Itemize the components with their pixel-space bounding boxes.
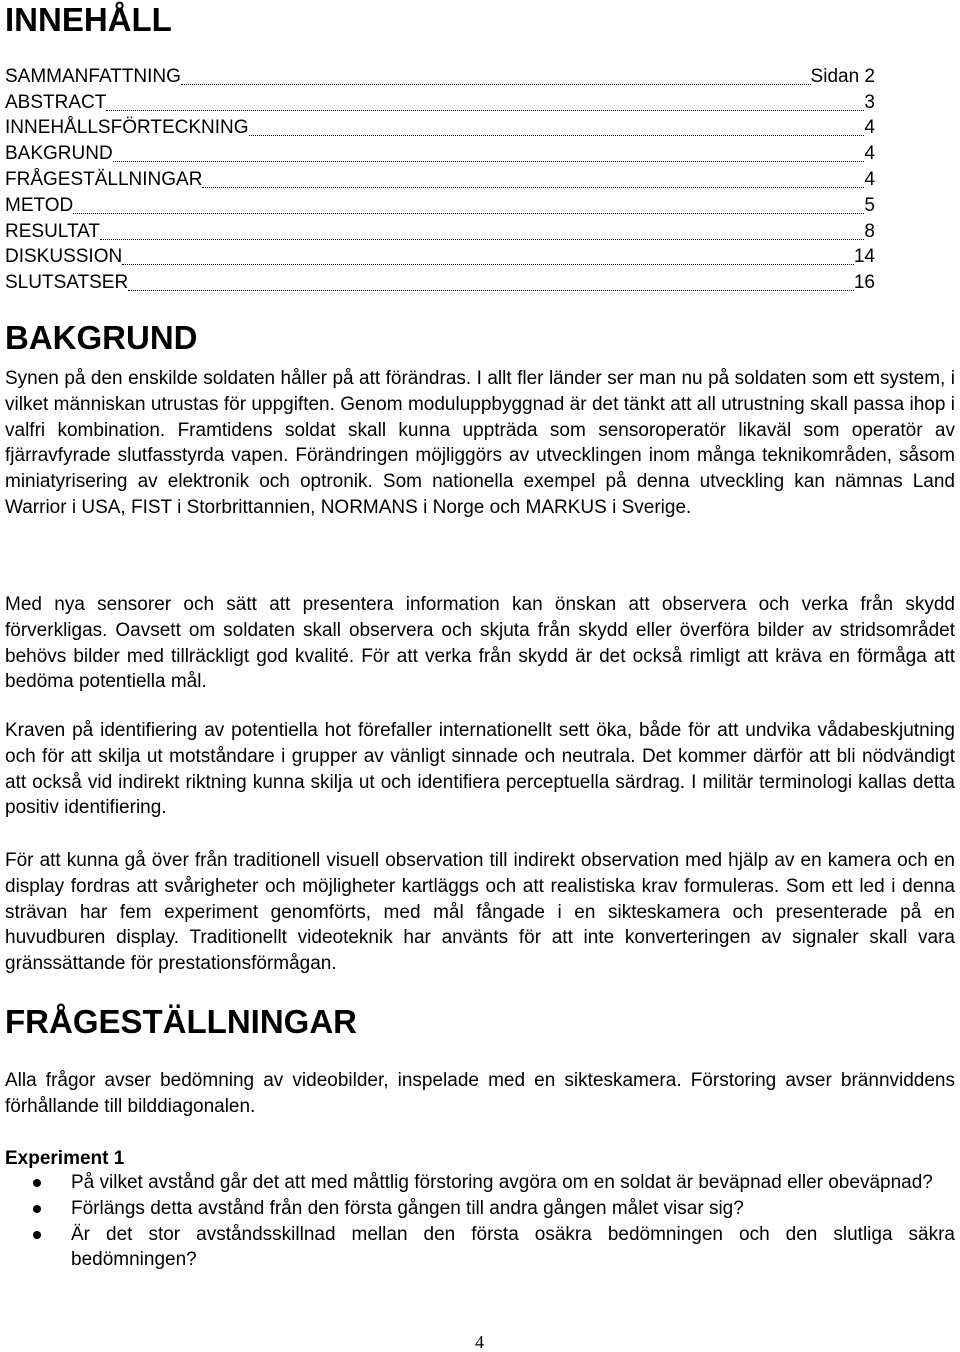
bullet-icon: [33, 1231, 41, 1239]
toc-entry-title: ABSTRACT: [5, 91, 107, 113]
toc-leader: [181, 83, 811, 85]
experiment-question-list: [5, 1170, 955, 1273]
toc-entry[interactable]: [5, 191, 875, 217]
toc-entry-page: 14: [853, 246, 875, 268]
toc-entry-page: 16: [853, 272, 875, 294]
experiment-heading: Experiment 1: [5, 1148, 125, 1169]
toc-entry-title: INNEHÅLLSFÖRTECKNING: [5, 117, 249, 139]
background-paragraph: Kraven på identifiering av potentiella hot förefaller internationellt sett öka, både för att undvika vådabeskjutning och för att skilja ut motståndare i grupper av vänligt sinnade och neutrala. Det kommer därför att bli nödvändigt att också vid indirekt riktning kunna skilja ut och identifiera perceptuella särdrag. I militär terminologi kallas detta positiv identifiering.: [5, 720, 955, 819]
toc-leader: [128, 289, 854, 291]
toc-entry[interactable]: [5, 243, 875, 269]
toc-entry-title: FRÅGESTÄLLNINGAR: [5, 168, 203, 190]
question-text: Är det stor avståndsskillnad mellan den första osäkra bedömningen och den slutliga säkra bedömningen?: [71, 1223, 955, 1271]
table-of-contents: [5, 62, 875, 294]
toc-heading: INNEHÅLL: [5, 1, 172, 38]
toc-entry[interactable]: [5, 268, 875, 294]
toc-leader: [106, 109, 864, 111]
page-number: 4: [475, 1332, 484, 1352]
toc-entry-page: Sidan 2: [810, 65, 875, 87]
questions-intro-paragraph: Alla frågor avser bedömning av videobilder, inspelade med en sikteskamera. Förstoring avser brännviddens förhållande till bilddiagonalen.: [5, 1070, 955, 1117]
list-item: [5, 1170, 955, 1196]
toc-entry[interactable]: [5, 139, 875, 165]
background-paragraph: Synen på den enskilde soldaten håller på att förändras. I allt fler länder ser man nu på soldaten som ett system, i vilket människan utrustas för uppgiften. Genom moduluppbyggnad är det tänkt att all utrustning skall passa ihop i valfri kombination. Framtidens soldat skall kunna uppträda som sensoroperatör likaväl som operatör av fjärravfyrade slutfasstyrda vapen. Förändringen möjliggörs av utvecklingen inom många teknikområden, såsom miniatyrisering av elektronik och optronik. Som nationella exempel på denna utveckling kan nämnas Land Warrior i USA, FIST i Storbrittannien, NORMANS i Norge och MARKUS i Sverige.: [5, 368, 955, 518]
toc-leader: [100, 238, 864, 240]
toc-entry[interactable]: [5, 165, 875, 191]
toc-leader: [73, 212, 864, 214]
toc-entry-title: SAMMANFATTNING: [5, 65, 181, 87]
toc-entry-page: 4: [864, 117, 875, 139]
background-heading: BAKGRUND: [5, 319, 198, 356]
toc-entry-title: METOD: [5, 194, 74, 216]
toc-leader: [249, 134, 865, 136]
bullet-icon: [33, 1179, 41, 1187]
toc-leader: [202, 186, 864, 188]
background-paragraph: För att kunna gå över från traditionell visuell observation till indirekt observation med hjälp av en kamera och en display fordras att svårigheter och möjligheter kartläggs och att realistiska krav formuleras. Som ett led i denna strävan har fem experiment genomförts, med mål fångade i en sikteskamera och presenterade på en huvudburen display. Traditionellt videoteknik har använts för att inte konverteringen av signaler skall vara gränssättande för prestationsförmågan.: [5, 850, 955, 975]
list-item: [5, 1196, 955, 1222]
questions-heading: FRÅGESTÄLLNINGAR: [5, 1003, 357, 1040]
question-text: På vilket avstånd går det att med måttlig förstoring avgöra om en soldat är beväpnad eller obeväpnad?: [71, 1172, 933, 1193]
question-text: Förlängs detta avstånd från den första gången till andra gången målet visar sig?: [71, 1197, 744, 1219]
toc-entry-title: RESULTAT: [5, 220, 101, 242]
toc-entry[interactable]: [5, 88, 875, 114]
toc-leader: [122, 263, 854, 265]
list-item: [5, 1222, 955, 1274]
bullet-icon: [33, 1205, 41, 1213]
toc-entry-title: SLUTSATSER: [5, 272, 129, 294]
toc-entry-page: 4: [864, 168, 875, 190]
toc-entry-page: 5: [864, 194, 875, 216]
toc-entry-page: 8: [864, 220, 875, 242]
toc-entry[interactable]: [5, 114, 875, 140]
background-paragraph: Med nya sensorer och sätt att presentera information kan önskan att observera och verka från skydd förverkligas. Oavsett om soldaten skall observera och skjuta från skydd eller överföra bilder av stridsområdet behövs bilder med tillräckligt god kvalité. För att verka från skydd är det också rimligt att kräva en förmåga att bedöma potentiella mål.: [5, 594, 955, 693]
toc-entry-title: BAKGRUND: [5, 143, 113, 165]
toc-entry-title: DISKUSSION: [5, 246, 123, 268]
toc-leader: [113, 160, 865, 162]
toc-entry[interactable]: [5, 217, 875, 243]
toc-entry-page: 3: [864, 91, 875, 113]
toc-entry-page: 4: [864, 143, 875, 165]
toc-entry[interactable]: [5, 62, 875, 88]
